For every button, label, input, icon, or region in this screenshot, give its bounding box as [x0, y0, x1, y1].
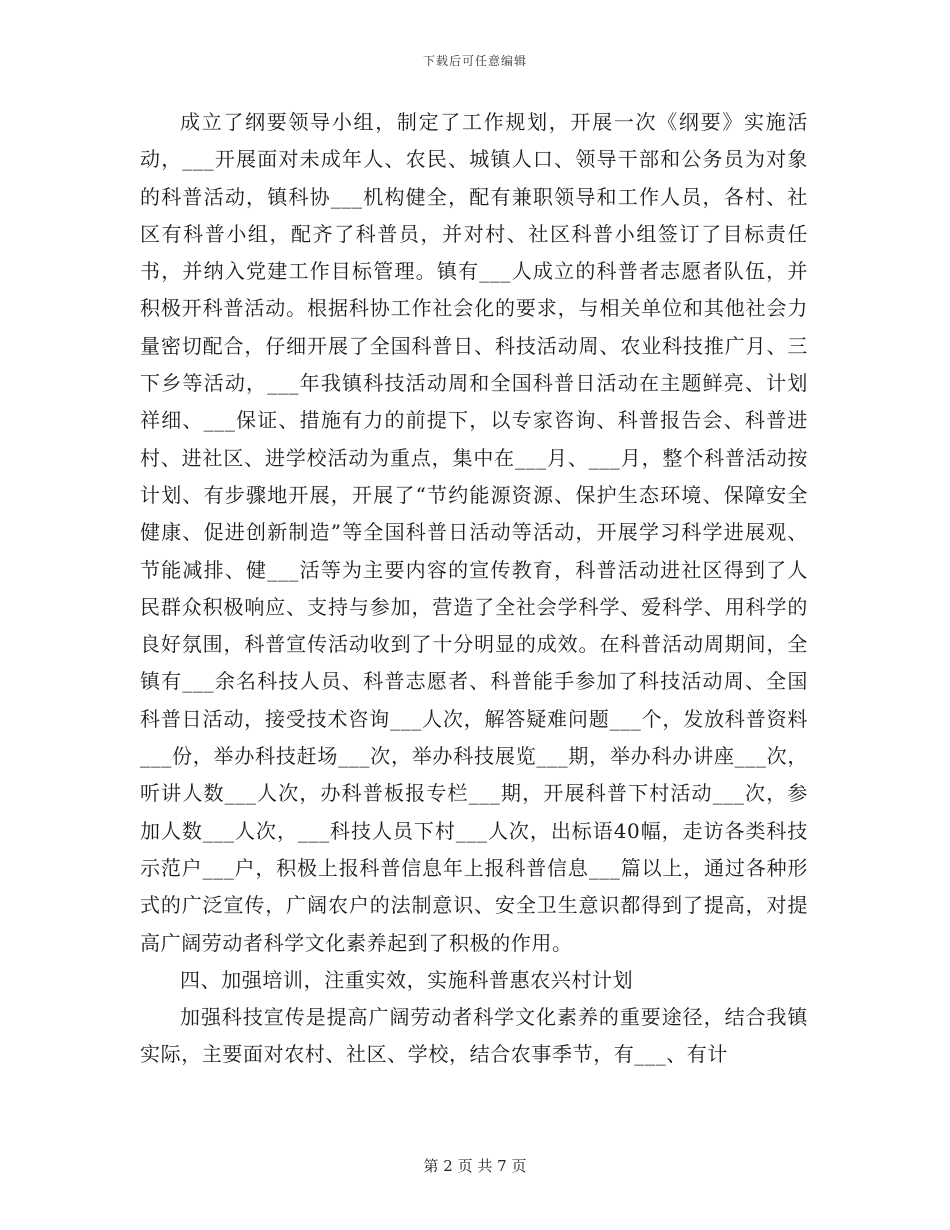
page-number: 第 2 页 共 7 页 [423, 1157, 527, 1175]
body-paragraph: 加强科技宣传是提高广阔劳动者科学文化素养的重要途径，结合我镇实际，主要面对农村、社区、学校，结合农事季节，有___、有计 [140, 1005, 808, 1067]
page-header: 下载后可任意编辑 [422, 54, 527, 68]
section-heading: 四、加强培训，注重实效，实施科普惠农兴村计划 [180, 967, 634, 992]
body-paragraph: 成立了纲要领导小组，制定了工作规划，开展一次《纲要》实施活动，___开展面对未成年人、农民、城镇人口、领导干部和公务员为对象的科普活动，镇科协___机构健全，配有兼职领导和工作人员，各村、社区有科普小组，配齐了科普员，并对村、社区科普小组签订了目标责任书，并纳入党建工作目标管理。镇有___人成立的科普者志愿者队伍，并积极开科普活动。根据科协工作社会化的要求，与相关单位和其他社会力量密切配合，仔细开展了全国科普日、科技活动周、农业科技推广月、三下乡等活动，___年我镇科技活动周和全国科普日活动在主题鲜亮、计划祥细、___保证、措施有力的前提下，以专家咨询、科普报告会、科普进村、进社区、进学校活动为重点，集中在___月、___月，整个科普活动按计划、有步骤地开展，开展了“节约能源资源、保护生态环境、保障安全健康、促进创新制造”等全国科普日活动等活动，开展学习科学进展观、节能减排、健___活等为主要内容的宣传教育，科普活动进社区得到了人民群众积极响应、支持与参加，营造了全社会学科学、爱科学、用科学的良好氛围，科普宣传活动收到了十分明显的成效。在科普活动周期间，全镇有___余名科技人员、科普志愿者、科普能手参加了科技活动周、全国科普日活动，接受技术咨询___人次，解答疑难问题___个，发放科普资料___份，举办科技赶场___次，举办科技展览___期，举办科办讲座___次，听讲人数___人次，办科普板报专栏___期，开展科普下村活动___次，参加人数___人次，___科技人员下村___人次，出标语40幅，走访各类科技示范户___户，积极上报科普信息年上报科普信息___篇以上，通过各种形式的广泛宣传，广阔农户的法制意识、安全卫生意识都得到了提高，对提高广阔劳动者科学文化素养起到了积极的作用。 [140, 110, 808, 955]
document-body [140, 104, 808, 1074]
